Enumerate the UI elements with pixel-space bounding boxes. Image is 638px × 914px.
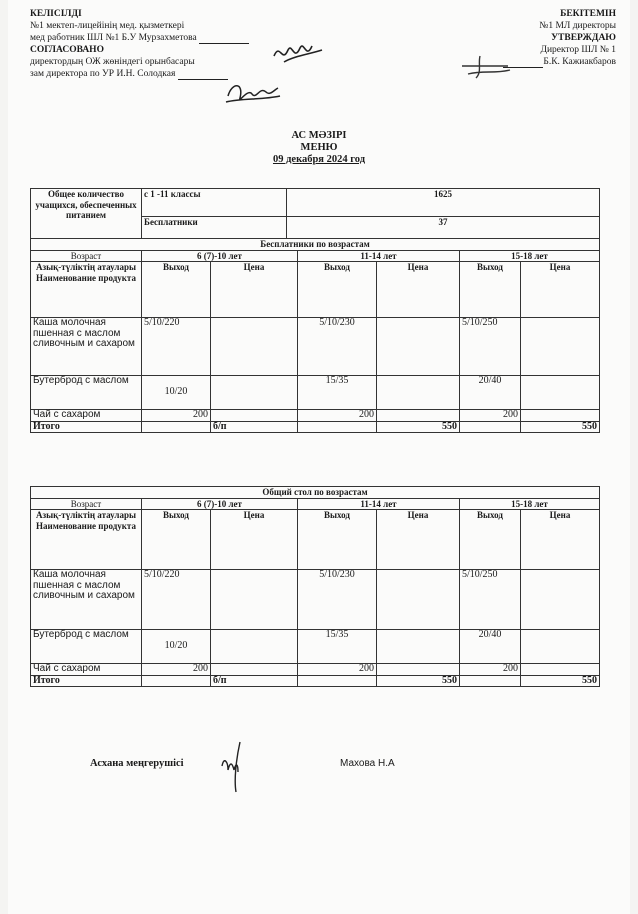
total-group-2: 550 (377, 421, 460, 433)
product-name: Чай с сахаром (31, 410, 142, 422)
approval-left-line3: директордың ОЖ жөніндегі орынбасары (30, 57, 195, 67)
output-value: 10/20 (142, 630, 211, 664)
approval-left-block (30, 8, 249, 80)
output-value: 5/10/230 (298, 318, 377, 376)
price-value (521, 318, 600, 376)
approval-left-line1: №1 мектеп-лицейінің мед. қызметкері (30, 21, 185, 31)
output-value: 5/10/250 (460, 318, 521, 376)
product-name: Каша молочная пшенная с маслом сливочным и сахаром (31, 318, 142, 376)
product-name: Чай с сахаром (31, 664, 142, 676)
approve-heading-ru: УТВЕРЖДАЮ (551, 33, 616, 43)
price-value (211, 318, 298, 376)
product-name: Бутерброд с маслом (31, 376, 142, 410)
output-value: 200 (142, 410, 211, 422)
total-row (31, 421, 600, 433)
price-value (377, 570, 460, 630)
total-group-1: б/п (211, 421, 298, 433)
price-value (211, 376, 298, 410)
output-value: 5/10/230 (298, 570, 377, 630)
price-value (211, 630, 298, 664)
price-value (377, 410, 460, 422)
approval-left-line2: мед работник ШЛ №1 Б.У Мурзахметова (30, 33, 197, 43)
output-value: 200 (142, 664, 211, 676)
signature-deputy (222, 78, 282, 108)
col-price: Цена (521, 510, 600, 570)
total-label: Итого (31, 421, 142, 433)
col-out: Выход (460, 510, 521, 570)
signature-line (178, 79, 228, 80)
total-group-2: 550 (377, 675, 460, 687)
age-group-2: 11-14 лет (298, 498, 460, 510)
agreed-heading-kz: КЕЛІСІЛДІ (30, 9, 82, 19)
output-value: 5/10/250 (460, 570, 521, 630)
output-value: 20/40 (460, 630, 521, 664)
output-value: 15/35 (298, 630, 377, 664)
col-out: Выход (298, 510, 377, 570)
approval-right-line3: Б.К. Кажиакбаров (543, 57, 616, 67)
price-value (377, 630, 460, 664)
col-out: Выход (460, 262, 521, 318)
price-value (377, 318, 460, 376)
price-value (211, 410, 298, 422)
summary-classes-label: с 1 -11 классы (142, 189, 287, 217)
age-group-3: 15-18 лет (460, 250, 600, 262)
output-value: 200 (460, 664, 521, 676)
price-value (521, 410, 600, 422)
col-out: Выход (298, 262, 377, 318)
table-row (31, 664, 600, 676)
price-value (377, 664, 460, 676)
col-out: Выход (142, 510, 211, 570)
signature-medic (270, 36, 326, 70)
product-header: Азық-түліктің атаулары Наименование продукта (31, 510, 142, 570)
approve-heading-kz: БЕКІТЕМІН (560, 9, 616, 19)
signature-director (458, 52, 514, 82)
table-row (31, 376, 600, 410)
agreed-heading-ru: СОГЛАСОВАНО (30, 45, 104, 55)
table-row (31, 318, 600, 376)
signature-line (199, 43, 249, 44)
col-price: Цена (211, 262, 298, 318)
table-banner: Бесплатники по возрастам (31, 239, 600, 251)
product-name: Каша молочная пшенная с маслом сливочным и сахаром (31, 570, 142, 630)
footer-name: Махова Н.А (340, 758, 395, 769)
summary-free-label: Бесплатники (142, 217, 287, 239)
age-group-3: 15-18 лет (460, 498, 600, 510)
col-price: Цена (377, 262, 460, 318)
col-out: Выход (142, 262, 211, 318)
age-group-1: 6 (7)-10 лет (142, 498, 298, 510)
col-price: Цена (521, 262, 600, 318)
approval-right-line2: Директор ШЛ № 1 (540, 45, 616, 55)
price-value (521, 664, 600, 676)
total-group-3: 550 (521, 421, 600, 433)
summary-table (30, 188, 600, 239)
title-ru: МЕНЮ (300, 142, 338, 153)
age-label: Возраст (31, 498, 142, 510)
menu-table-free (30, 238, 600, 433)
age-group-1: 6 (7)-10 лет (142, 250, 298, 262)
output-value: 5/10/220 (142, 570, 211, 630)
menu-table-general (30, 486, 600, 687)
table-banner: Общий стол по возрастам (31, 487, 600, 499)
output-value: 20/40 (460, 376, 521, 410)
approval-left-line4: зам директора по УР И.Н. Солодкая (30, 69, 176, 79)
col-price: Цена (377, 510, 460, 570)
total-row (31, 675, 600, 687)
age-label: Возраст (31, 250, 142, 262)
footer-role: Асхана меңгерушісі (90, 758, 184, 769)
table-row (31, 630, 600, 664)
product-header: Азық-түліктің атаулары Наименование продукта (31, 262, 142, 318)
document-title (0, 130, 638, 166)
table-row (31, 570, 600, 630)
title-date: 09 декабря 2024 год (272, 154, 366, 165)
signature-canteen-head (214, 736, 254, 796)
total-group-1: б/п (211, 675, 298, 687)
table-row (31, 410, 600, 422)
price-value (521, 570, 600, 630)
total-group-3: 550 (521, 675, 600, 687)
total-label: Итого (31, 675, 142, 687)
output-value: 200 (298, 410, 377, 422)
product-name: Бутерброд с маслом (31, 630, 142, 664)
summary-classes-value: 1625 (287, 189, 600, 217)
summary-label: Общее количество учащихся, обеспеченных питанием (31, 189, 142, 239)
output-value: 15/35 (298, 376, 377, 410)
approval-right-block (503, 8, 616, 68)
price-value (377, 376, 460, 410)
output-value: 200 (460, 410, 521, 422)
output-value: 200 (298, 664, 377, 676)
approval-right-line1: №1 МЛ директоры (539, 21, 616, 31)
output-value: 10/20 (142, 376, 211, 410)
output-value: 5/10/220 (142, 318, 211, 376)
price-value (211, 570, 298, 630)
price-value (521, 630, 600, 664)
col-price: Цена (211, 510, 298, 570)
age-group-2: 11-14 лет (298, 250, 460, 262)
title-kz: АС МӘЗІРІ (291, 130, 347, 141)
summary-free-value: 37 (287, 217, 600, 239)
price-value (211, 664, 298, 676)
price-value (521, 376, 600, 410)
